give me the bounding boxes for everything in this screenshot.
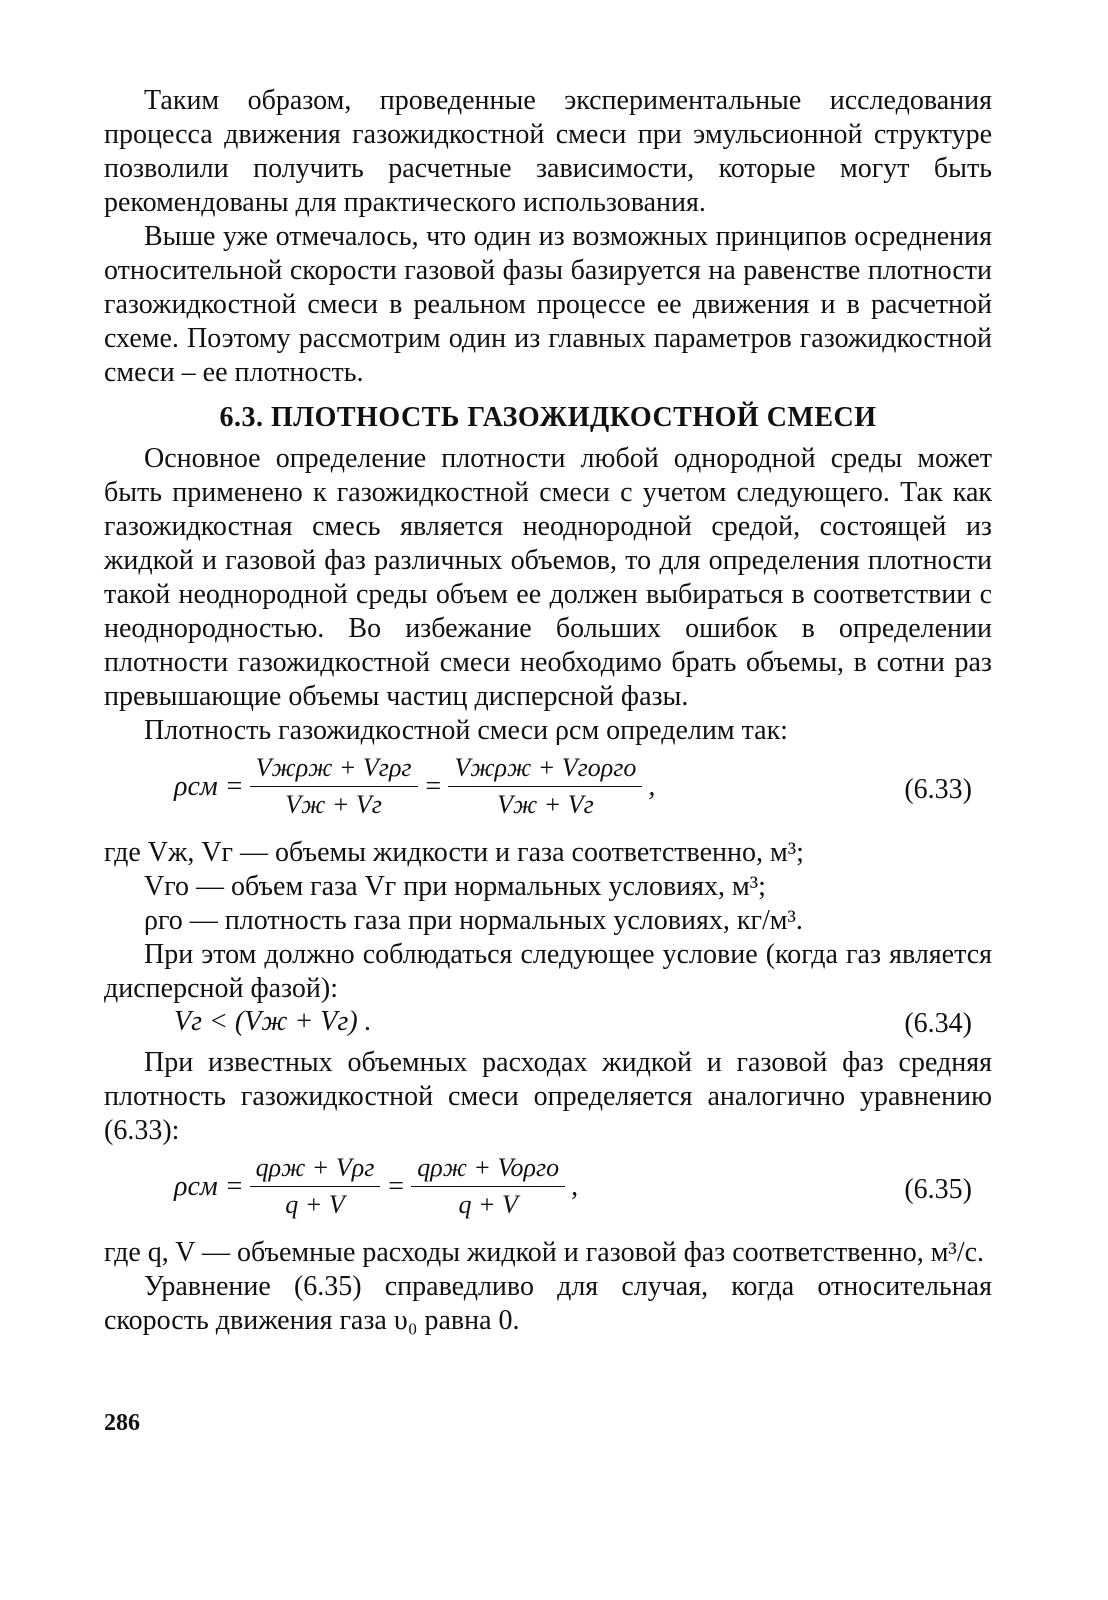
paragraph-2: Выше уже отмечалось, что один из возможных принципов осреднения относительной скорости газовой фазы базируется на равенстве плотности газожидкостной смеси в реальном процессе ее движения и в расчетной схеме. Поэтому рассмотрим один из главных параметров газожидкостной смеси – ее плотность. <box>104 221 992 388</box>
where-line-1: где Vж, Vг — объемы жидкости и газа соответственно, м³; <box>104 837 804 868</box>
eq633-lhs: ρсм = <box>174 770 244 802</box>
eq635-fraction-1 <box>250 1152 381 1221</box>
eq635-numerator-1: qρж + Vρг <box>250 1152 381 1187</box>
eq635-comma: , <box>571 1170 579 1202</box>
eq635-fraction-2 <box>411 1152 565 1221</box>
where-line-4: где q, V — объемные расходы жидкой и газовой фаз соответственно, м³/с. <box>104 1237 985 1268</box>
eq635-number: (6.35) <box>904 1174 972 1205</box>
paragraph-1: Таким образом, проведенные экспериментальные исследования процесса движения газожидкостной смеси при эмульсионной структуре позволили получить расчетные зависимости, которые могут быть рекомендованы для практического использования. <box>104 85 992 218</box>
page-body <box>104 84 992 1338</box>
where-line-3: ρго — плотность газа при нормальных условиях, кг/м³. <box>144 905 803 936</box>
paragraph-6: При известных объемных расходах жидкой и газовой фаз средняя плотность газожидкостной смеси определяется аналогично уравнению (6.33): <box>104 1047 992 1146</box>
equation-6-34 <box>104 1006 992 1046</box>
eq635-lhs: ρсм = <box>174 1170 244 1202</box>
paragraph-7: Уравнение (6.35) справедливо для случая, когда относительная скорость движения газа υ₀ равна 0. <box>104 1271 992 1336</box>
eq633-equals: = <box>423 770 443 802</box>
page-number: 286 <box>104 1410 140 1436</box>
eq633-denominator-1: Vж + Vг <box>285 790 382 819</box>
equation-6-33 <box>104 748 992 836</box>
eq635-denominator-1: q + V <box>285 1190 345 1219</box>
eq635-numerator-2: qρж + Voρго <box>411 1152 565 1187</box>
eq633-fraction-1 <box>250 752 418 821</box>
paragraph-4: Плотность газожидкостной смеси ρсм определим так: <box>144 715 788 746</box>
eq633-number: (6.33) <box>904 774 972 805</box>
eq633-numerator-2: Vжρж + Vгоρго <box>448 752 642 787</box>
paragraph-3: Основное определение плотности любой однородной среды может быть применено к газожидкостной смеси с учетом следующего. Так как газожидкостная смесь является неоднородной средой, состоящей из жидкой и газовой фаз различных объемов, то для определения плотности такой неоднородной среды объем ее должен выбираться в соответствии с неоднородностью. Во избежание больших ошибок в определении плотности газожидкостной смеси необходимо брать объемы, в сотни раз превышающие объемы частиц дисперсной фазы. <box>104 443 992 712</box>
eq634-body: Vг < (Vж + Vг) . <box>174 1006 372 1037</box>
eq633-numerator-1: Vжρж + Vгρг <box>250 752 418 787</box>
eq635-denominator-2: q + V <box>458 1190 518 1219</box>
eq633-denominator-2: Vж + Vг <box>497 790 594 819</box>
eq633-fraction-2 <box>448 752 642 821</box>
eq634-number: (6.34) <box>904 1008 972 1039</box>
eq633-comma: , <box>648 770 656 802</box>
paragraph-5: При этом должно соблюдаться следующее условие (когда газ является дисперсной фазой): <box>104 939 992 1004</box>
where-line-2: Vго — объем газа Vг при нормальных условиях, м³; <box>144 871 766 902</box>
eq635-equals: = <box>386 1170 406 1202</box>
section-heading: 6.3. ПЛОТНОСТЬ ГАЗОЖИДКОСТНОЙ СМЕСИ <box>219 402 877 433</box>
equation-6-35 <box>104 1148 992 1236</box>
